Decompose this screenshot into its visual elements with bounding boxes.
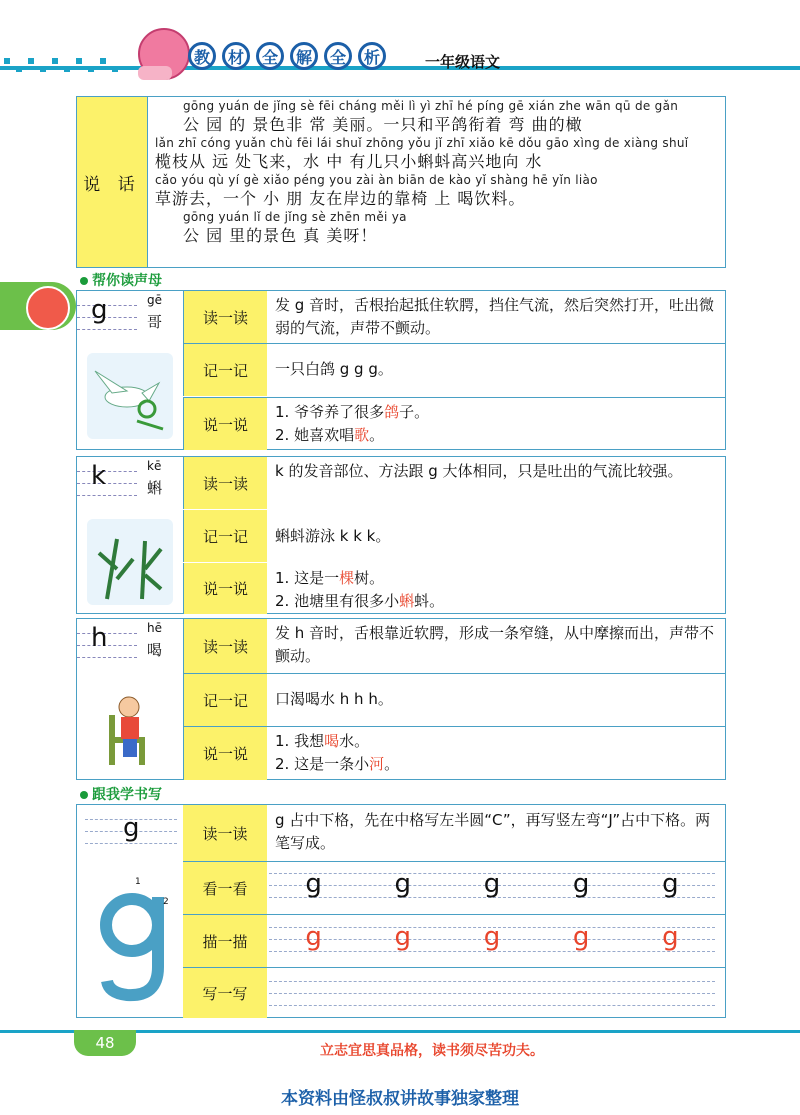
row-label: 记一记 (183, 510, 267, 562)
hanzi-line: 草游去，一个 小 朋 友在岸边的靠椅 上 喝饮料。 (155, 189, 526, 208)
look-cells (269, 869, 715, 899)
row-text: 一只白鸽 g g g。 (275, 360, 393, 378)
letter-block-k (76, 456, 726, 614)
row-sentences: 1. 爷爷养了很多鸽子。 2. 她喜欢唱歌。 (275, 403, 430, 444)
mascot-body-icon (138, 66, 172, 80)
row-sentences: 1. 我想喝水。 2. 这是一条小河。 (275, 732, 400, 773)
speaking-label: 说 话 (77, 97, 148, 267)
letter-cell (77, 619, 183, 669)
motto: 立志宜思真品格，读书须尽苦功夫。 (320, 1043, 544, 1059)
row-text: 发 h 音时，舌根靠近软腭，形成一条窄缝，从中摩擦而出，声带不颤动。 (275, 624, 715, 665)
row-sentences: 1. 这是一棵树。 2. 池塘里有很多小蝌蚪。 (275, 569, 445, 610)
letter: g (91, 295, 108, 325)
stroke-number: 1 (135, 877, 141, 887)
header-rule (0, 66, 800, 70)
row-label: 读一读 (183, 805, 267, 861)
book-title (188, 42, 386, 70)
row-label: 读一读 (183, 457, 267, 509)
trace-cells[interactable] (269, 922, 715, 952)
guide-line (77, 471, 137, 472)
writing-block (76, 804, 726, 1018)
pinyin-line: gōng yuán de jǐng sè fēi cháng měi lì yì zhī hé píng gē xián zhe wān qū de gǎn (183, 99, 679, 113)
row-text: 发 g 音时，舌根抬起抵住软腭，挡住气流，然后突然打开，吐出微弱的气流，声带不颤动。 (275, 296, 715, 337)
speaking-table (76, 96, 726, 268)
bullet-icon (80, 791, 88, 799)
write-guide-line[interactable] (269, 1005, 715, 1006)
row-label: 说一说 (183, 727, 267, 780)
pinyin-line: gōng yuán lǐ de jǐng sè zhēn měi ya (183, 210, 407, 224)
row-text: k 的发音部位、方法跟 g 大体相同，只是吐出的气流比较强。 (275, 462, 683, 480)
row-text: 口渴喝水 h h h。 (275, 690, 393, 708)
row-label: 读一读 (183, 291, 267, 343)
letter: k (91, 461, 107, 491)
trace-letter[interactable]: g (394, 922, 412, 952)
guide-line (77, 495, 137, 496)
stroke-number: 2 (163, 897, 169, 907)
row-label: 读一读 (183, 619, 267, 673)
bullet-icon (80, 277, 88, 285)
letter-cell (77, 457, 183, 507)
letter-cell (77, 291, 183, 341)
letter: g (123, 813, 140, 843)
trace-letter[interactable]: g (662, 922, 679, 952)
letter-pinyin: hē (147, 621, 162, 635)
title-char: 材 (222, 42, 250, 70)
pinyin-line: cǎo yóu qù yí gè xiǎo péng you zài àn biān de kào yǐ shàng hē yǐn liào (155, 173, 598, 187)
sample-letter: g (394, 869, 412, 899)
grade-subject: 一年级语文 (425, 53, 501, 71)
title-char: 教 (188, 42, 216, 70)
sample-letter: g (662, 869, 679, 899)
title-char: 析 (358, 42, 386, 70)
row-label: 看一看 (183, 862, 267, 914)
title-char: 全 (256, 42, 284, 70)
section-title: 帮你读声母 (92, 273, 162, 289)
letter: h (91, 623, 108, 653)
boy-drinking-image (87, 685, 173, 771)
section-title: 跟我学书写 (92, 787, 162, 803)
sample-letter: g (483, 869, 501, 899)
title-char: 全 (324, 42, 352, 70)
stroke-order-g-image (87, 867, 177, 1007)
mascot-face-icon (26, 286, 70, 330)
speaking-text (155, 99, 717, 247)
row-text: g 占中下格，先在中格写左半圆“C”，再写竖左弯“J”占中下格。两笔写成。 (275, 811, 711, 852)
sample-letter: g (572, 869, 590, 899)
row-label: 描一描 (183, 915, 267, 967)
letter-pinyin: gē (147, 293, 162, 307)
pinyin-line: lǎn zhī cóng yuǎn chù fēi lái shuǐ zhōng yǒu jǐ zhī xiǎo kē dǒu gāo xìng de xiàng shuǐ (155, 136, 689, 150)
row-label: 写一写 (183, 968, 267, 1018)
row-label: 说一说 (183, 563, 267, 614)
hanzi-line: 榄枝从 远 处飞来，水 中 有儿只小蝌蚪高兴地向 水 (155, 152, 543, 171)
letter-pinyin: kē (147, 459, 162, 473)
section-heading-write (80, 784, 162, 804)
trace-letter[interactable]: g (572, 922, 590, 952)
trace-letter[interactable]: g (483, 922, 501, 952)
row-label: 说一说 (183, 398, 267, 450)
hanzi-line: 公 园 里的景色 真 美呀！ (183, 226, 378, 245)
guide-line (77, 657, 137, 658)
guide-line (85, 843, 177, 844)
write-guide-line[interactable] (269, 981, 715, 982)
row-text: 蝌蚪游泳 k k k。 (275, 527, 391, 545)
letter-hanzi: 喝 (147, 641, 163, 659)
row-label: 记一记 (183, 674, 267, 726)
credit-line: 本资料由怪叔叔讲故事独家整理 (281, 1089, 519, 1109)
letter-block-h (76, 618, 726, 780)
dove-image (87, 353, 173, 439)
letter-hanzi: 哥 (147, 313, 163, 331)
section-heading-read (80, 270, 162, 290)
write-guide-line[interactable] (269, 993, 715, 994)
tadpole-plant-image (87, 519, 173, 605)
guide-line (77, 329, 137, 330)
row-label: 记一记 (183, 344, 267, 396)
page-number: 48 (74, 1030, 136, 1056)
letter-hanzi: 蝌 (147, 479, 163, 497)
letter-block-g (76, 290, 726, 450)
title-char: 解 (290, 42, 318, 70)
sample-letter: g (305, 869, 322, 899)
trace-letter[interactable]: g (305, 922, 322, 952)
guide-line (77, 483, 137, 484)
hanzi-line: 公 园 的 景色非 常 美丽。一只和平鸽衔着 弯 曲的橄 (183, 115, 583, 134)
